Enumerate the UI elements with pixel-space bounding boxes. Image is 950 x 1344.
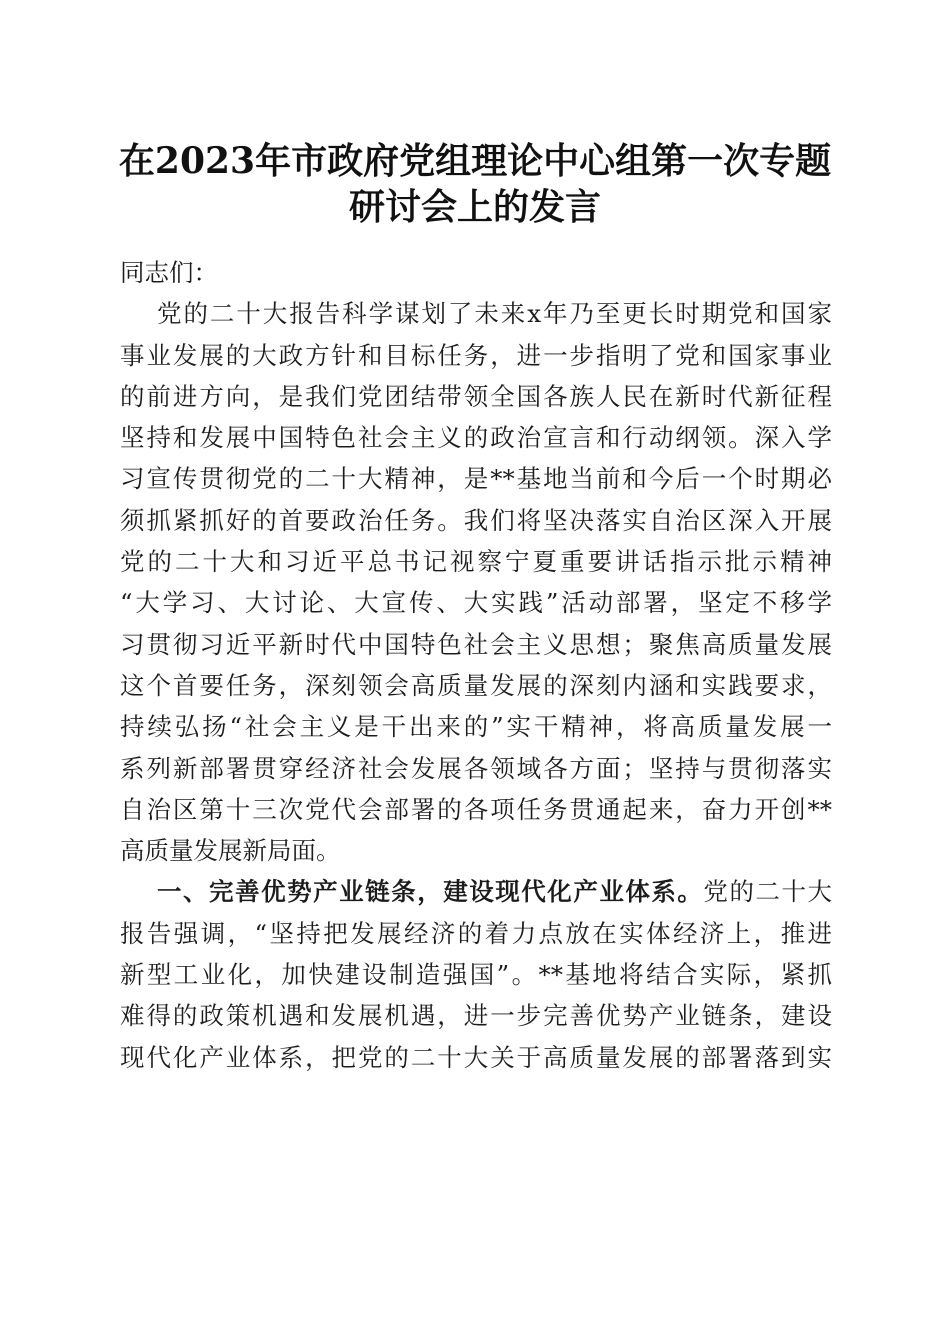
title-line-2: 研讨会上的发言 <box>348 186 601 228</box>
paragraph-line: 报告强调，“坚持把发展经济的着力点放在实体经济上，推进 <box>120 918 832 948</box>
paragraph-line: 党的二十大报告科学谋划了未来x年乃至更长时期党和国家 <box>157 299 832 329</box>
section-1-first-line <box>120 871 832 912</box>
section-1-first-tail: 党的二十大 <box>703 877 833 907</box>
paragraph-line: 系列新部署贯穿经济社会发展各领域各方面；坚持与贯彻落实 <box>120 753 832 783</box>
paragraph-line: 坚持和发展中国特色社会主义的政治宣言和行动纲领。深入学 <box>120 423 832 453</box>
paragraph-line: 须抓紧抓好的首要政治任务。我们将坚决落实自治区深入开展 <box>120 505 832 535</box>
paragraph-line: 这个首要任务，深刻领会高质量发展的深刻内涵和实践要求， <box>120 670 832 700</box>
section-1-heading: 一、完善优势产业链条，建设现代化产业体系。 <box>157 877 704 907</box>
paragraph-line: 难得的政策机遇和发展机遇，进一步完善优势产业链条，建设 <box>120 1001 832 1031</box>
paragraph-line: 现代化产业体系，把党的二十大关于高质量发展的部署落到实 <box>120 1042 832 1072</box>
paragraph-intro <box>120 293 832 871</box>
document-body <box>120 252 832 1078</box>
paragraph-line: “大学习、大讨论、大宣传、大实践”活动部署，坚定不移学 <box>120 588 832 618</box>
paragraph-line: 习贯彻习近平新时代中国特色社会主义思想；聚焦高质量发展 <box>120 629 832 659</box>
paragraph-line: 事业发展的大政方针和目标任务，进一步指明了党和国家事业 <box>120 340 832 370</box>
document-title <box>100 138 850 230</box>
section-1 <box>120 871 832 1077</box>
paragraph-line: 的前进方向，是我们党团结带领全国各族人民在新时代新征程 <box>120 381 832 411</box>
paragraph-line: 新型工业化，加快建设制造强国”。**基地将结合实际，紧抓 <box>120 960 832 990</box>
paragraph-line: 自治区第十三次党代会部署的各项任务贯通起来，奋力开创** <box>120 794 832 824</box>
paragraph-line: 高质量发展新局面。 <box>120 836 341 866</box>
paragraph-line: 持续弘扬“社会主义是干出来的”实干精神，将高质量发展一 <box>120 712 832 742</box>
title-line-1: 在2023年市政府党组理论中心组第一次专题 <box>118 140 832 182</box>
paragraph-line: 习宣传贯彻党的二十大精神，是**基地当前和今后一个时期必 <box>120 464 832 494</box>
paragraph-line: 党的二十大和习近平总书记视察宁夏重要讲话指示批示精神 <box>120 547 832 577</box>
salutation: 同志们： <box>120 258 218 287</box>
